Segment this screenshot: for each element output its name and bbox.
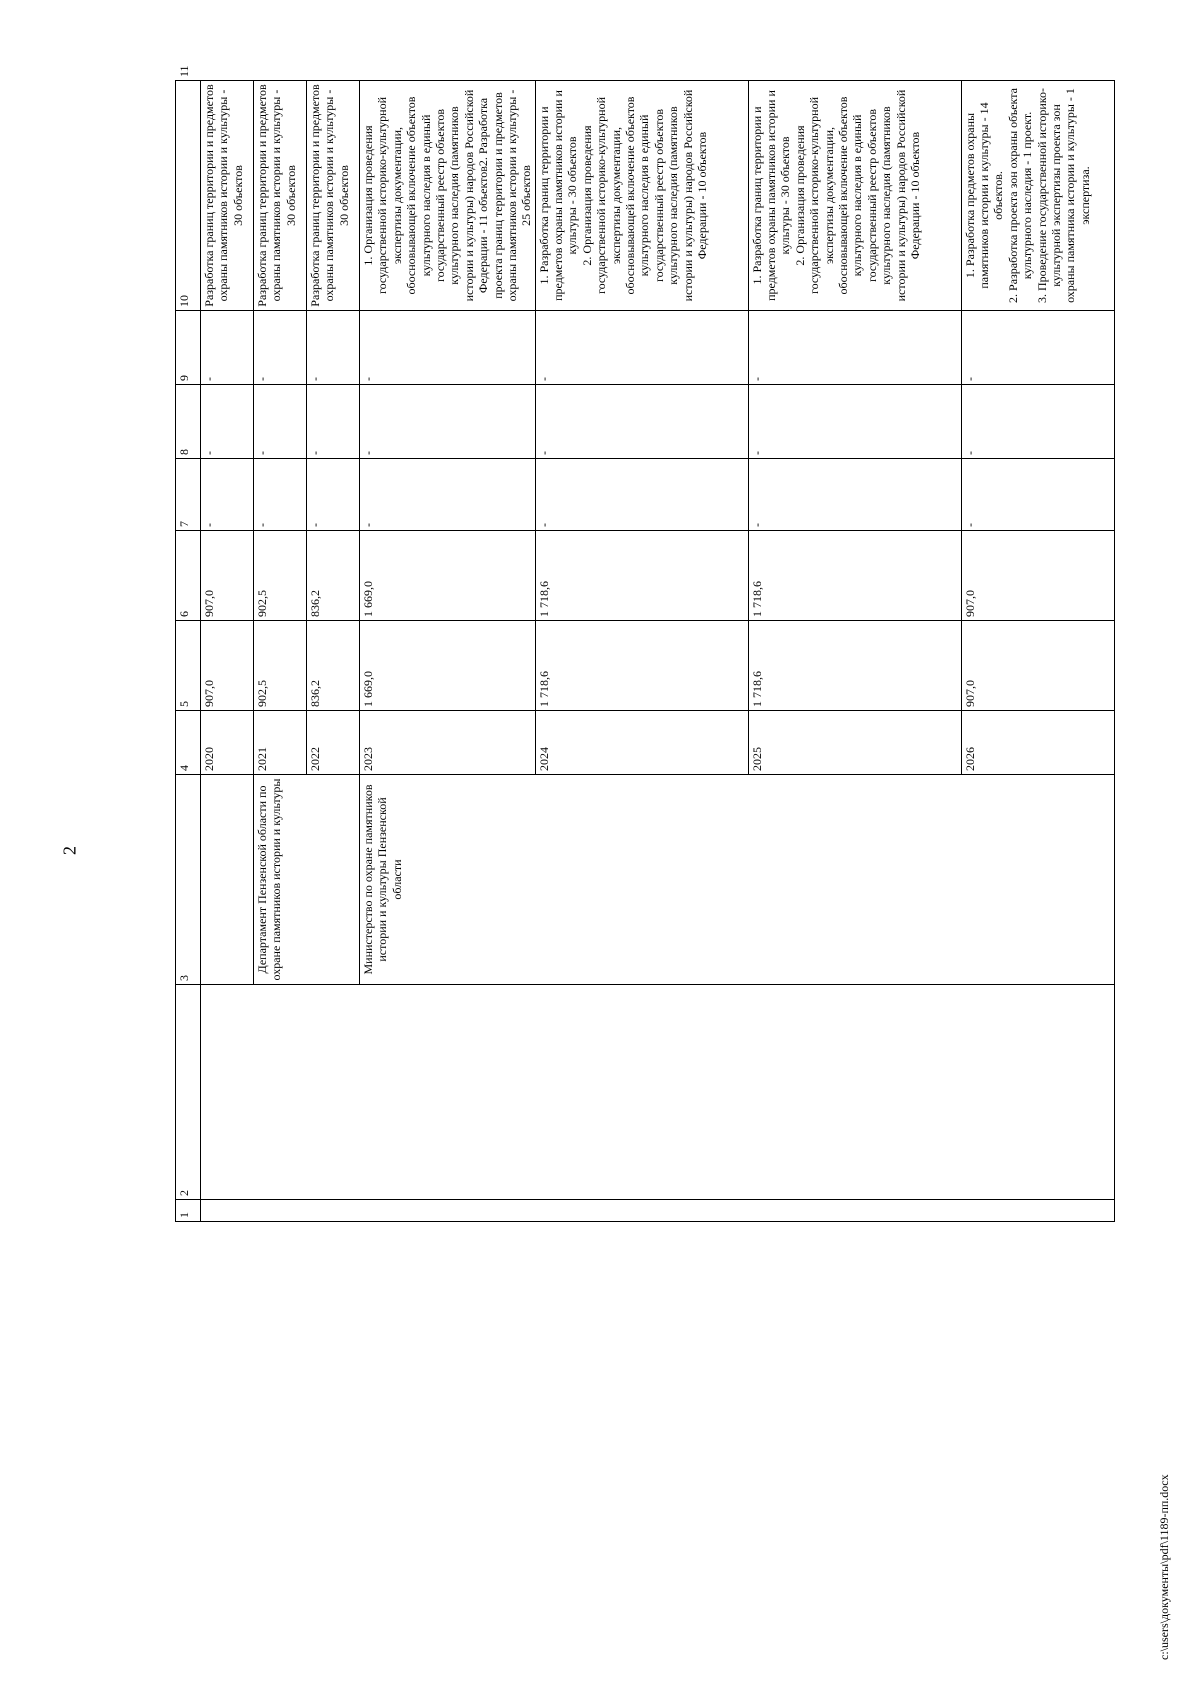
col-header-7: 7 [176,459,201,531]
cell-value-5: 1 669,0 [360,621,536,711]
cell-value-5: 907,0 [201,621,254,711]
cell-value-9: - [201,311,254,385]
cell-year: 2021 [254,711,307,775]
col-header-4: 4 [176,711,201,775]
column-number-row: 1 2 3 4 5 6 7 8 9 10 11 [176,81,201,1222]
cell-value-6: 1 669,0 [360,531,536,621]
cell-value-6: 907,0 [961,531,1114,621]
cell-activity: 1. Разработка границ территории и предметов охраны памятников истории и культуры - 30 объектов 2. Организация проведения государственной историко-культурной экспертизы документации, обосновывающей включение объектов культурного наследия в единый государственный реестр объектов культурного наследия (памятников истории и культуры) народов Российской Федерации - 10 объектов [748,81,961,311]
cell-year: 2026 [961,711,1114,775]
cell-value-8: - [254,385,307,459]
cell-value-7: - [254,459,307,531]
cell-activity: Разработка границ территории и предметов охраны памятников истории и культуры - 30 объектов [254,81,307,311]
page-number: 2 [59,846,80,855]
cell-year: 2023 [360,711,536,775]
cell-year: 2022 [307,711,360,775]
col-header-8: 8 [176,385,201,459]
program-table [175,65,1115,1222]
cell-value-6: 907,0 [201,531,254,621]
col-header-6: 6 [176,531,201,621]
cell-value-7: - [535,459,748,531]
cell-value-5: 836,2 [307,621,360,711]
cell-value-9: - [307,311,360,385]
cell-value-6: 902,5 [254,531,307,621]
cell-value-9: - [961,311,1114,385]
cell-value-9: - [748,311,961,385]
cell-value-7: - [961,459,1114,531]
cell-value-7: - [748,459,961,531]
cell-value-8: - [360,385,536,459]
table-row [201,81,254,1222]
cell-value-9: - [535,311,748,385]
footer-file-path: c:\users\документы\pdf\1189-пп.docx [1157,1474,1171,1660]
cell-year: 2020 [201,711,254,775]
cell-value-5: 1 718,6 [748,621,961,711]
cell-value-6: 1 718,6 [535,531,748,621]
cell-responsible-dept: Департамент Пензенской области по охране памятников истории и культуры [254,775,360,985]
cell-value-6: 1 718,6 [748,531,961,621]
cell-value-6: 836,2 [307,531,360,621]
cell-col2 [201,985,1115,1200]
cell-activity: Разработка границ территории и предметов охраны памятников истории и культуры - 30 объектов [201,81,254,311]
cell-value-8: - [307,385,360,459]
cell-value-8: - [535,385,748,459]
cell-responsible-ministry: Министерство по охране памятников истории и культуры Пензенской области [360,775,1115,985]
cell-value-8: - [748,385,961,459]
col-header-1: 1 [176,1200,201,1222]
cell-value-8: - [961,385,1114,459]
cell-activity: 1. Организация проведения государственной историко-культурной экспертизы документации, обосновывающей включение объектов культурного наследия в единый государственный реестр объектов культурного наследия (памятников истории и культуры) народов Российской Федерации - 11 объектов2. Разработка проекта границ территории и предметов охраны памятников истории и культуры - 25 объектов [360,81,536,311]
cell-value-9: - [360,311,536,385]
col-header-3: 3 [176,775,201,985]
col-header-10: 10 [176,81,201,311]
col-header-5: 5 [176,621,201,711]
cell-activity: Разработка границ территории и предметов охраны памятников истории и культуры - 30 объектов [307,81,360,311]
cell-value-5: 902,5 [254,621,307,711]
rotated-table-wrapper [175,65,1143,1222]
col-header-2: 2 [176,985,201,1200]
cell-value-5: 907,0 [961,621,1114,711]
cell-value-7: - [307,459,360,531]
cell-value-8: - [201,385,254,459]
cell-value-7: - [201,459,254,531]
cell-value-7: - [360,459,536,531]
cell-activity: 1. Разработка границ территории и предметов охраны памятников истории и культуры - 30 объектов 2. Организация проведения государственной историко-культурной экспертизы документации, обосновывающей включение объектов культурного наследия в единый государственный реестр объектов культурного наследия (памятников истории и культуры) народов Российской Федерации - 10 объектов [535,81,748,311]
cell-activity: 1. Разработка предметов охраны памятников истории и культуры - 14 объектов. 2. Разработка проекта зон охраны объекта культурного наследия - 1 проект. 3. Проведение государственной историко-культурной экспертизы проекта зон охраны памятника истории и культуры - 1 экспертиза. [961,81,1114,311]
cell-responsible-empty [201,775,254,985]
cell-value-9: - [254,311,307,385]
cell-col1 [201,1200,1115,1222]
col-header-9: 9 [176,311,201,385]
cell-year: 2024 [535,711,748,775]
cell-value-5: 1 718,6 [535,621,748,711]
cell-year: 2025 [748,711,961,775]
